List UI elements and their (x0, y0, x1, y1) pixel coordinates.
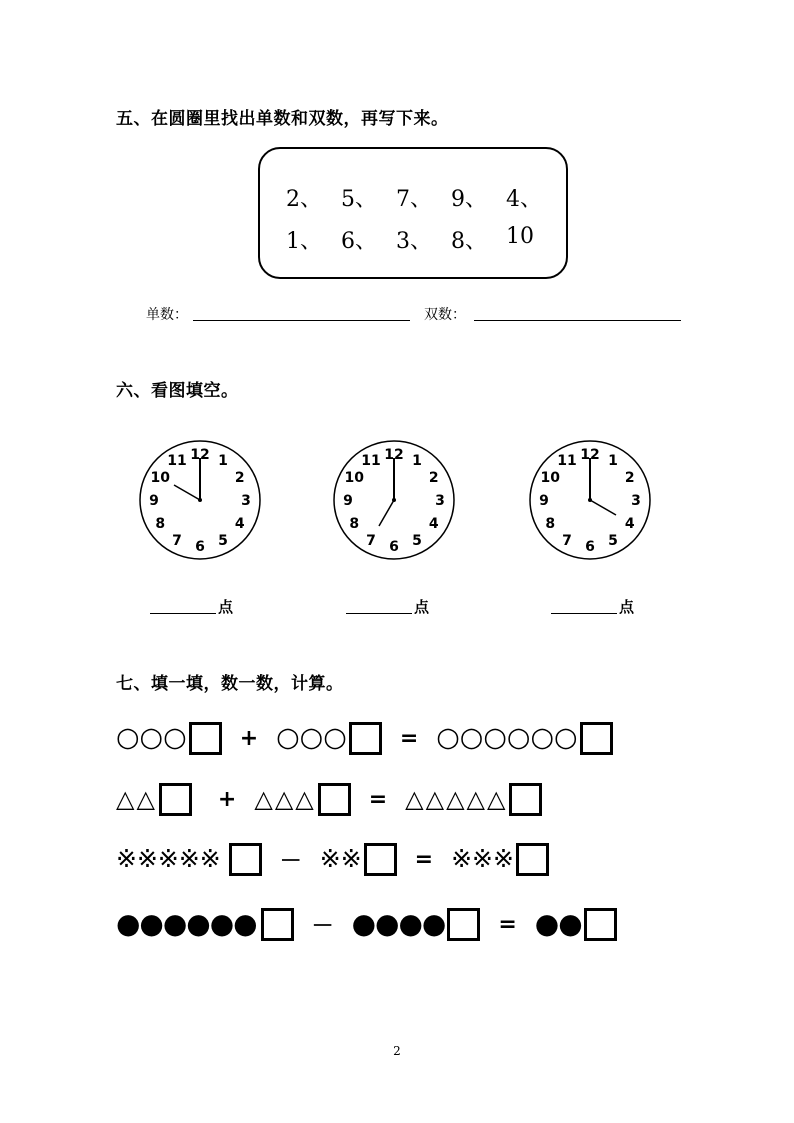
clock-number: 9 (343, 493, 353, 509)
clock-number: 11 (557, 453, 577, 470)
clock-number: 6 (195, 539, 205, 555)
clock-2 (329, 438, 459, 562)
triangle-group-b: △△△ (254, 785, 316, 813)
hour-unit-label: 点 (414, 598, 430, 616)
clock-number: 6 (585, 539, 595, 555)
answer-box[interactable] (349, 722, 382, 755)
answer-box[interactable] (580, 722, 613, 755)
circle-group-c: ○○○○○○ (436, 722, 578, 753)
clock-answer-blank-1[interactable] (150, 613, 216, 614)
number-item: 10 (506, 224, 534, 249)
equals-sign: = (498, 911, 517, 937)
triangle-group-a: △△ (116, 785, 157, 813)
clock-number: 5 (218, 532, 228, 549)
clock-number: 1 (412, 453, 422, 470)
clock-number: 10 (150, 470, 170, 486)
number-item: 9、 (451, 187, 487, 212)
number-item: 3、 (396, 229, 432, 254)
odd-numbers-label: 单数： (146, 307, 188, 323)
answer-box[interactable] (318, 783, 351, 816)
equals-sign: = (414, 846, 434, 872)
circle-group-a: ○○○ (116, 722, 187, 753)
answer-box[interactable] (159, 783, 192, 816)
answer-box[interactable] (229, 843, 262, 876)
clock-face-icon (329, 438, 459, 562)
reference-mark-group-c: ※※※ (451, 844, 514, 873)
number-row-2 (286, 224, 561, 255)
clock-number: 4 (234, 516, 245, 532)
clock-number: 2 (234, 470, 245, 486)
number-item: 2、 (286, 187, 322, 212)
clock-number: 11 (167, 453, 187, 470)
minus-sign: － (279, 848, 302, 874)
dot-group-a: ●●●●●● (116, 907, 257, 940)
clock-number: 6 (389, 539, 399, 555)
clock-answer-blank-2[interactable] (346, 613, 412, 614)
clock-number: 9 (539, 493, 549, 509)
clock-number: 5 (608, 532, 618, 549)
clock-number: 3 (631, 493, 641, 509)
answer-box[interactable] (364, 843, 397, 876)
clock-center-pin (392, 498, 396, 502)
answer-box[interactable] (261, 908, 294, 941)
clock-face-icon (525, 438, 655, 562)
clock-number: 7 (172, 532, 182, 549)
answer-box[interactable] (509, 783, 542, 816)
clock-number: 9 (149, 493, 159, 509)
equation-row-3 (116, 840, 549, 878)
clock-number: 2 (428, 470, 439, 486)
equation-row-4 (116, 905, 617, 943)
clock-3 (525, 438, 655, 562)
clock-number: 4 (428, 516, 439, 532)
clock-number: 12 (580, 447, 600, 463)
equation-row-1 (116, 719, 613, 757)
number-item: 7、 (396, 187, 432, 212)
dot-group-c: ●● (534, 907, 582, 940)
number-box (258, 147, 568, 279)
answer-box[interactable] (447, 908, 480, 941)
reference-mark-group-b: ※※ (319, 844, 362, 873)
clock-number: 10 (540, 470, 560, 486)
equals-sign: = (368, 786, 388, 812)
clock-number: 3 (435, 493, 445, 509)
answer-box[interactable] (189, 722, 222, 755)
page-number: 2 (393, 1044, 401, 1058)
plus-sign: + (217, 786, 237, 812)
even-numbers-label: 双数： (424, 307, 466, 323)
number-item: 1、 (286, 229, 322, 254)
clock-number: 2 (624, 470, 635, 486)
equation-row-2 (116, 780, 542, 818)
clock-number: 11 (361, 453, 381, 470)
clock-number: 4 (624, 516, 635, 532)
clock-number: 10 (344, 470, 364, 486)
section6-heading: 六、看图填空。 (116, 381, 239, 401)
clock-answer-blank-3[interactable] (551, 613, 617, 614)
answer-box[interactable] (584, 908, 617, 941)
reference-mark-group-a: ※※※※※ (116, 844, 221, 873)
clock-number: 8 (155, 516, 166, 532)
number-item: 6、 (341, 229, 377, 254)
clock-number: 8 (545, 516, 556, 532)
clock-number: 12 (190, 447, 210, 463)
number-item: 4、 (506, 187, 542, 212)
clock-face-icon (135, 438, 265, 562)
triangle-group-c: △△△△△ (405, 785, 508, 813)
section5-heading: 五、在圆圈里找出单数和双数，再写下来。 (116, 109, 449, 129)
clock-number: 1 (218, 453, 228, 470)
clock-number: 8 (349, 516, 360, 532)
number-item: 8、 (451, 229, 487, 254)
clock-number: 1 (608, 453, 618, 470)
clock-1 (135, 438, 265, 562)
clock-center-pin (198, 498, 202, 502)
hour-unit-label: 点 (218, 598, 234, 616)
equals-sign: = (399, 725, 419, 751)
section7-heading: 七、填一填，数一数，计算。 (116, 674, 344, 694)
odd-numbers-answer-line[interactable] (193, 320, 410, 321)
hour-unit-label: 点 (619, 598, 635, 616)
answer-box[interactable] (516, 843, 549, 876)
clock-number: 7 (366, 532, 376, 549)
circle-group-b: ○○○ (276, 722, 347, 753)
minus-sign: － (311, 913, 334, 939)
clock-number: 7 (562, 532, 572, 549)
clock-number: 12 (384, 447, 404, 463)
number-item: 5、 (341, 187, 377, 212)
clock-center-pin (588, 498, 592, 502)
even-numbers-answer-line[interactable] (474, 320, 681, 321)
number-row-1 (286, 182, 561, 213)
dot-group-b: ●●●● (351, 907, 446, 940)
clock-number: 3 (241, 493, 251, 509)
plus-sign: + (239, 725, 259, 751)
clock-number: 5 (412, 532, 422, 549)
